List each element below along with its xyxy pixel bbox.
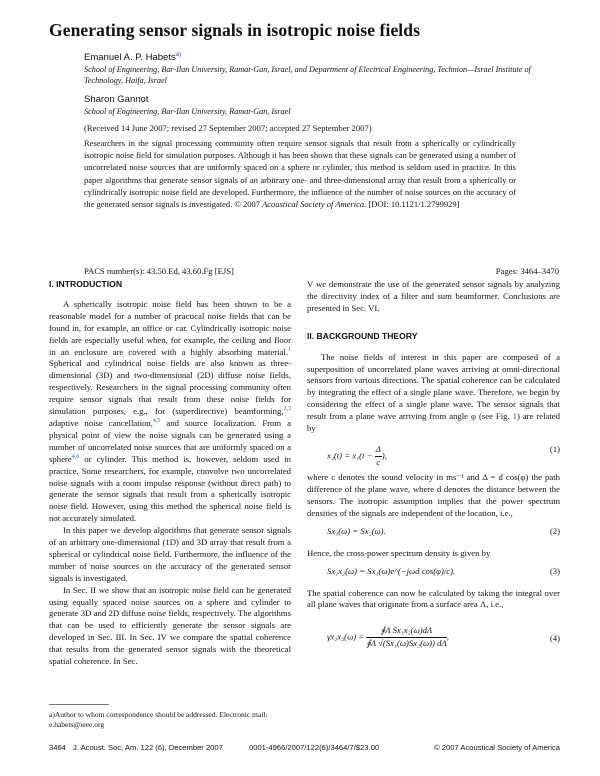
author-line-2: Sharon Gannot: [84, 94, 149, 105]
received-dates: (Received 14 June 2007; revised 27 September 2007; accepted 27 September 2007): [84, 123, 372, 133]
author-name: Emanuel A. P. Habets: [84, 52, 176, 63]
background-paragraph-1: The noise fields of interest in this paper are composed of a superposition of uncorrelated plane waves arriving at omni-directional sensors from various directions. The spatial coherence can be calculated by integrating the effect of a single plane wave. Therefore, we begin by considering the effect of a single plane wave. The sensor signals that result from a plane wave arriving from angle φ (see Fig. 1) are related by: [307, 351, 560, 434]
page-range: Pages: 3464–3470: [495, 266, 559, 276]
abstract-journal: Acoustical Society of America.: [262, 199, 367, 210]
section-heading-background: II. BACKGROUND THEORY: [307, 330, 418, 341]
footer-code: 0001-4966/2007/122(6)/3464/7/$23.00: [249, 743, 380, 752]
abstract: [84, 137, 516, 210]
equation-number: (1): [549, 443, 560, 454]
paper-title: Generating sensor signals in isotropic noise fields: [49, 20, 421, 40]
right-column: [307, 279, 560, 668]
intro-paragraph-3: In Sec. II we show that an isotropic noise field can be generated using equally spaced noise sources on a sphere and cylinder to generate 3D and 2D diffuse noise fields, respectively. The algorithms that can be used to efficiently generate the sensor signals are developed in Sec. III. In Sec. IV we compare the spatial coherence that results from the generated sensor signals with the theoretical spatial coherence. In Sec.: [49, 584, 291, 667]
equation-number: (2): [549, 525, 560, 536]
pacs-numbers: PACS number(s): 43.50.Ed, 43.60.Fg [EJS]: [84, 266, 234, 276]
footer-journal: J. Acoust. Soc. Am. 122 (6), December 2007: [73, 743, 223, 752]
intro-paragraph-1: A spherically isotropic noise field has been shown to be a reasonable model for a number of practical noise fields that can be found in, for example, an office or car. Cylindrically isotropic noise fields are especially useful when, for example, the ceiling and floor in an enclosure are covered with a highly absorbing material.$^1$ Spherical and cylindrical noise fields are also known as three-dimensional (3D) and two-dimensional (2D) diffuse noise fields, respectively. Researchers in the signal processing community often require sensor signals that result from these noise fields for simulation purposes, e.g., for (superdirective) beamforming,$^{2,3}$ adaptive noise cancellation,$^{4,5}$ and source localization. From a physical point of view the noise signals can be generated using a number of uncorrelated noise sources that are uniformly spaced on a sphere$^{4,6}$ or cylinder. This method is, however, seldom used in practice. Some researchers, for example, convolve two uncorrelated noise signals with a room impulse response (without direct path) to generate the sensor signals that result from a spherically isotropic noise field. However, using this method the spherical noise field is not accurately simulated.: [49, 298, 291, 524]
author-footnote: a)Author to whom correspondence should be addressed. Electronic mail: e.habets@ieee.org: [49, 710, 268, 729]
affiliation-2: School of Engineering, Bar-Ilan University, Ramat-Gan, Israel: [84, 107, 291, 116]
equation-3: Sx₁x₂(ω) = Sx₁(ω)e^(−jωd cos(φ)/c). (3): [327, 565, 560, 576]
author-line-1: [84, 52, 181, 63]
background-paragraph-2: where c denotes the sound velocity in ms⁻¹ and Δ = d cos(φ) the path difference of the plane wave, where d denotes the distance between the sensors. The isotropic assumption implies that the power spectrum densities of the signals are independent of the location, i.e.,: [307, 471, 560, 518]
abstract-text: Researchers in the signal processing community often require sensor signals that result from a spherically or cylindrically isotropic noise field for simulation purposes. Although it has been shown that these signals can be generated using a number of uncorrelated noise sources that are uniformly spaced on a sphere or cylinder, this method is seldom used in practice. In this paper algorithms that generate sensor signals of an arbitrary one- and three-dimensional array that result from a spherically or cylindrically isotropic noise field are developed. Furthermore, the influence of the number of noise sources on the accuracy of the generated sensor signals is investigated. © 2007: [84, 138, 516, 210]
citation-link[interactable]: 2,3: [283, 406, 291, 413]
footer-page-number: 3464: [49, 743, 66, 752]
footnote-rule: [49, 704, 109, 705]
figure-link[interactable]: 1: [512, 411, 517, 422]
equation-4: γx₁x₂(ω) = $\frac{\text{∮Λ Sx₁x₂(ω)dΛ}}{\text{∮Λ √(Sx₁(ω)Sx₂(ω)) dΛ}}$ , (4): [327, 625, 560, 649]
equation-number: (3): [549, 565, 560, 576]
footer-copyright: © 2007 Acoustical Society of America: [434, 743, 560, 752]
citation-link[interactable]: 4,5: [152, 418, 161, 425]
intro-paragraph-3-continued: V we demonstrate the use of the generated sensor signals by analyzing the directivity index of a filter and sum beamformer. Conclusions are presented in Sec. VI.: [307, 279, 560, 313]
equation-2: Sx₁(ω) = Sx₂(ω). (2): [327, 525, 560, 536]
equation-1: x₂(t) = x₁(t − $\frac{\Delta}{c}$ ), (1): [327, 443, 560, 467]
citation-link[interactable]: 4,6: [71, 453, 80, 460]
background-paragraph-3: Hence, the cross-power spectrum density is given by: [307, 547, 491, 558]
background-paragraph-4: The spatial coherence can now be calculated by taking the integral over all plane waves that originate from a surface area Λ, i.e.,: [307, 587, 560, 610]
abstract-doi[interactable]: [DOI: 10.1121/1.2799929]: [368, 199, 460, 210]
intro-paragraph-2: In this paper we develop algorithms that generate sensor signals of an arbitrary one-dimensional (1D) and 3D array that result from a spherical or cylindrical noise field. Furthermore, the influence of the number of noise sources on the accuracy of the generated sensor signals is investigated.: [49, 525, 291, 583]
left-column: [49, 279, 291, 668]
affiliation-1: School of Engineering, Bar-Ilan University, Ramat-Gan, Israel, and Department of Electrical Engineering, Technion—Israel Institute of Technology, Haifa, Israel: [84, 65, 531, 85]
citation-link[interactable]: 1: [288, 346, 291, 353]
section-heading-introduction: I. INTRODUCTION: [49, 279, 123, 289]
author-footnote-mark[interactable]: a): [175, 51, 182, 58]
equation-number: (4): [549, 633, 560, 644]
